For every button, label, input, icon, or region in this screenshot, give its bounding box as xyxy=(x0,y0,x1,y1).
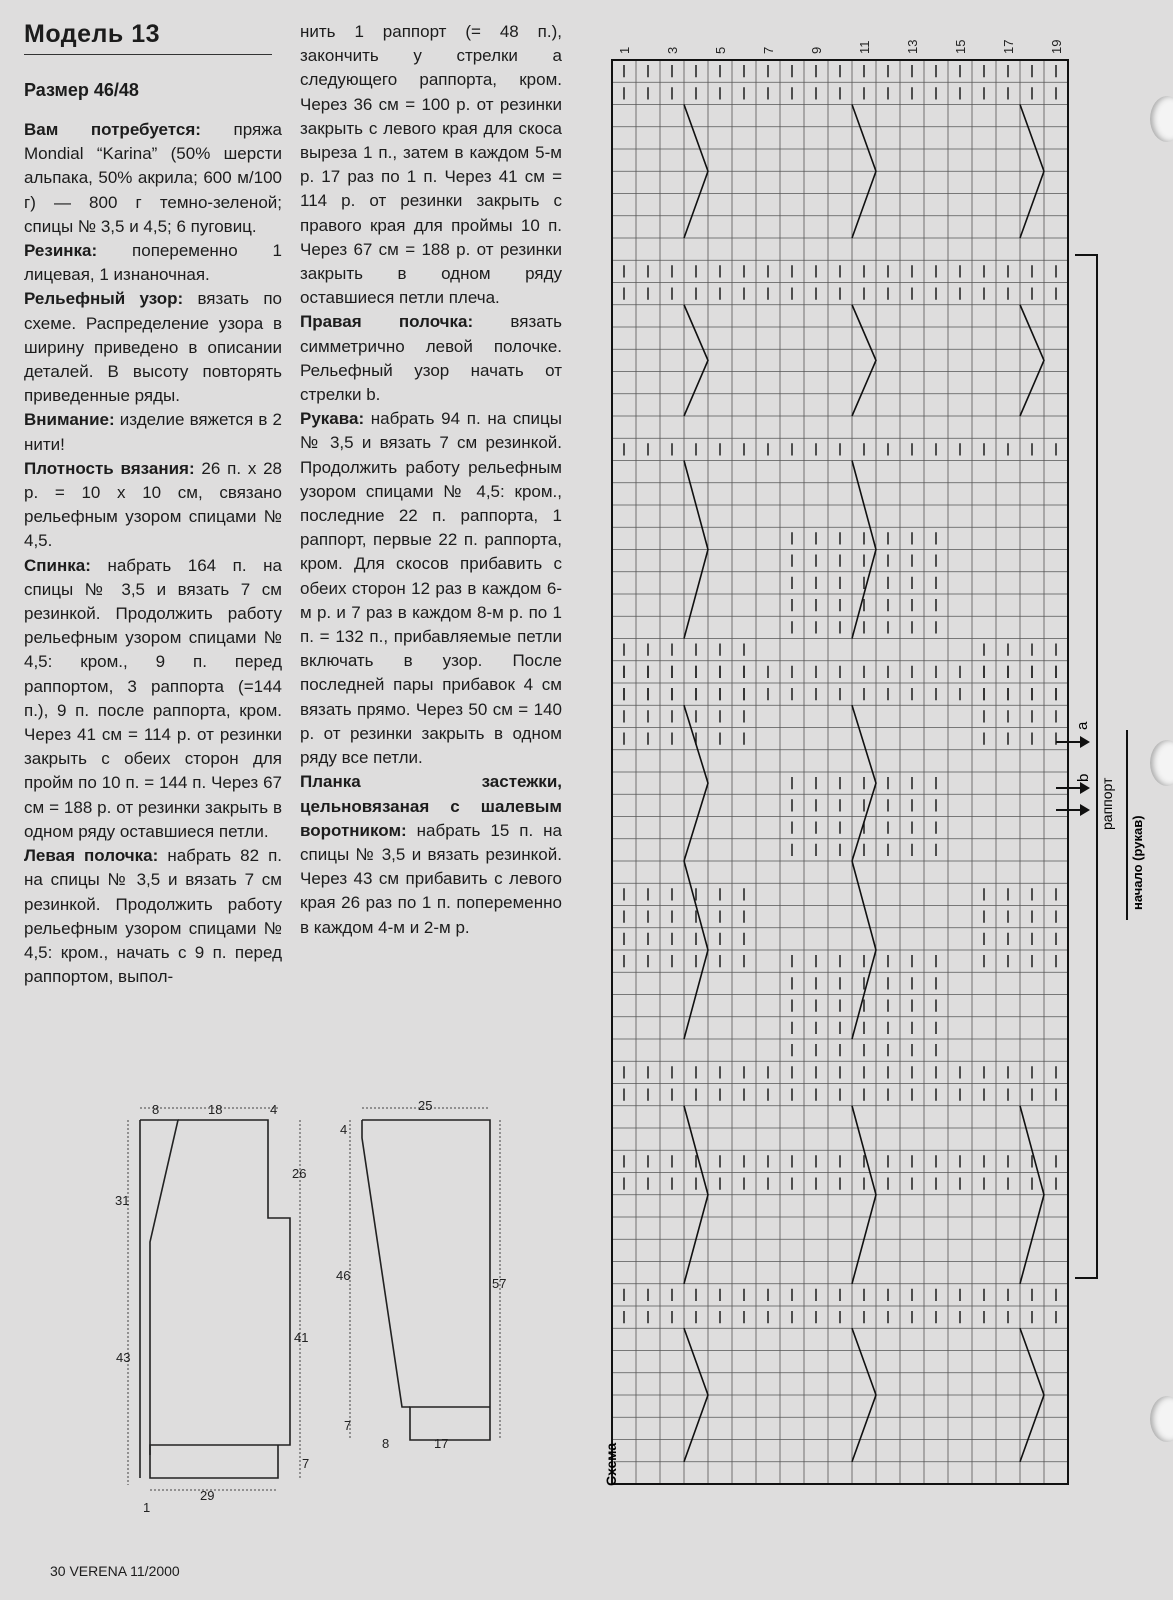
sleeve-dim-bottom-1: 8 xyxy=(382,1436,390,1450)
sleeve-dim-left-2: 46 xyxy=(336,1268,351,1283)
sleeve-schematic xyxy=(330,1090,520,1450)
column-number: 15 xyxy=(953,39,968,54)
paragraph-right-front: Правая полочка: вязать симметрично левой полочке. Рельефный узор начать от стрелки b. xyxy=(300,312,562,405)
repeat-bracket xyxy=(1075,255,1097,1278)
arrow-b-label: b xyxy=(1075,773,1092,782)
repeat-label: раппорт xyxy=(1099,777,1115,830)
paragraph-left-front-cont: нить 1 раппорт (= 48 п.), закончить у стрелки а следующего раппорта, кром. Через 36 см = 100 р. от резинки закрыть с левого края для скоса выреза 1 п., затем в каждом 5-м р. 17 раз по 1 п. Через 41 см = 114 р. от резинки закрыть с правого края для проймы 10 п. Через 67 см = 188 р. от резинки закрыть в одном ряду оставшиеся петли плеча. xyxy=(300,22,562,308)
paragraph-back: Спинка: набрать 164 п. на спицы № 3,5 и вязать 7 см резинкой. Продолжить работу рельефным узором спицами № 4,5: кром., 9 п. перед раппортом, 3 раппорта (=144 п.), 9 п. после раппорта, кром. Через 41 см = 114 р. от резинки закрыть с обеих сторон для пройм по 10 п. = 144 п. Через 67 см = 188 р. от резинки закрыть в одном ряду оставшиеся петли. xyxy=(24,555,282,841)
back-dim-right-1: 26 xyxy=(292,1166,307,1181)
column-number: 9 xyxy=(809,46,824,54)
paragraph-materials: Вам потребуется: пряжа Mondial “Karina” (50% шерсти альпака, 50% акрила; 600 м/100 г) — 800 г темно-зеленой; спицы № 3,5 и 4,5; 6 пуговиц. xyxy=(24,120,282,236)
size-heading: Размер 46/48 xyxy=(24,80,139,100)
cable-symbol xyxy=(1020,305,1044,416)
sleeve-dim-left-1: 4 xyxy=(340,1122,348,1137)
paragraph-button-band: Планка застежки, цельновязаная с шалевым воротником: набрать 15 п. на спицы № 3,5 и вязать резинкой. Через 43 см прибавить с левого края 26 раз по 1 п. попеременно в каждом 4-м и 2-м р. xyxy=(300,772,562,937)
cable-symbol xyxy=(684,305,708,416)
back-dim-right-3: 7 xyxy=(302,1456,310,1471)
column-number: 7 xyxy=(761,46,776,54)
arrow-a xyxy=(1056,736,1090,748)
paragraph-gauge: Плотность вязания: 26 п. х 28 р. = 10 х 10 см, связано рельефным узором спицами № 4,5. xyxy=(24,458,283,551)
back-dim-top-1: 8 xyxy=(152,1102,160,1117)
sleeve-dim-left-3: 7 xyxy=(344,1418,352,1433)
arrow-b-lower xyxy=(1056,804,1090,816)
page-footer: 30 VERENA 11/2000 xyxy=(50,1563,180,1579)
column-number: 17 xyxy=(1001,39,1016,54)
knitting-chart xyxy=(600,30,1160,1510)
title-rule xyxy=(24,54,272,55)
back-dim-top-3: 4 xyxy=(270,1102,278,1117)
chart-caption: Схема xyxy=(603,1442,619,1486)
column-number: 1 xyxy=(617,46,632,54)
paragraph-attention: Внимание: изделие вяжется в 2 нити! xyxy=(24,410,282,454)
back-dim-right-2: 41 xyxy=(294,1330,309,1345)
column-number: 13 xyxy=(905,39,920,54)
column-number: 19 xyxy=(1049,39,1064,54)
column-number: 11 xyxy=(857,40,872,54)
cable-symbol xyxy=(684,705,708,861)
sleeve-dim-top: 25 xyxy=(418,1098,433,1113)
column-number: 3 xyxy=(665,46,680,54)
paragraph-left-front: Левая полочка: набрать 82 п. на спицы № 3,5 и вязать 7 см резинкой. Продолжить работу рельефным узором спицами № 4,5: кром., начать с 9 п. перед раппортом, выпол- xyxy=(24,846,283,987)
page-title: Модель 13 xyxy=(24,20,161,48)
back-schematic xyxy=(110,1090,330,1520)
chart-column-numbers xyxy=(617,40,1064,54)
start-label: начало (рукав) xyxy=(1130,815,1145,910)
back-dim-left-3: 1 xyxy=(143,1500,151,1515)
arrow-b-upper xyxy=(1056,782,1090,794)
back-dim-left-2: 43 xyxy=(116,1350,131,1365)
arrow-a-label: a xyxy=(1074,721,1091,730)
back-dim-bottom: 29 xyxy=(200,1488,215,1503)
instructions-column-1 xyxy=(24,118,282,989)
instructions-column-2 xyxy=(300,20,562,940)
cable-symbol xyxy=(852,305,876,416)
column-number: 5 xyxy=(713,46,728,54)
sleeve-dim-right: 57 xyxy=(492,1276,507,1291)
sleeve-dim-bottom-2: 17 xyxy=(434,1436,449,1450)
back-dim-top-2: 18 xyxy=(208,1102,223,1117)
paragraph-sleeves: Рукава: набрать 94 п. на спицы № 3,5 и вязать 7 см резинкой. Продолжить работу рельефным узором спицами № 4,5: кром., последние 22 п. раппорта, 1 раппорт, первые 22 п. раппорта, кром. Для скосов прибавить с обеих сторон 12 раз в каждом 6-м р. и 7 раз в каждом 8-м р. по 1 п. = 132 п., прибавляемые петли включать в узор. После последней пары прибавок 4 см вязать прямо. Через 50 см = 140 р. от резинки закрыть в одном ряду все петли. xyxy=(300,409,562,768)
chart-symbols xyxy=(624,65,1056,1462)
back-dim-left-1: 31 xyxy=(115,1193,130,1208)
paragraph-relief-pattern: Рельефный узор: вязать по схеме. Распределение узора в ширину приведено в описании деталей. В высоту повторять приведенные ряды. xyxy=(24,289,282,406)
paragraph-rib: Резинка: попеременно 1 лицевая, 1 изнаночная. xyxy=(24,241,282,285)
